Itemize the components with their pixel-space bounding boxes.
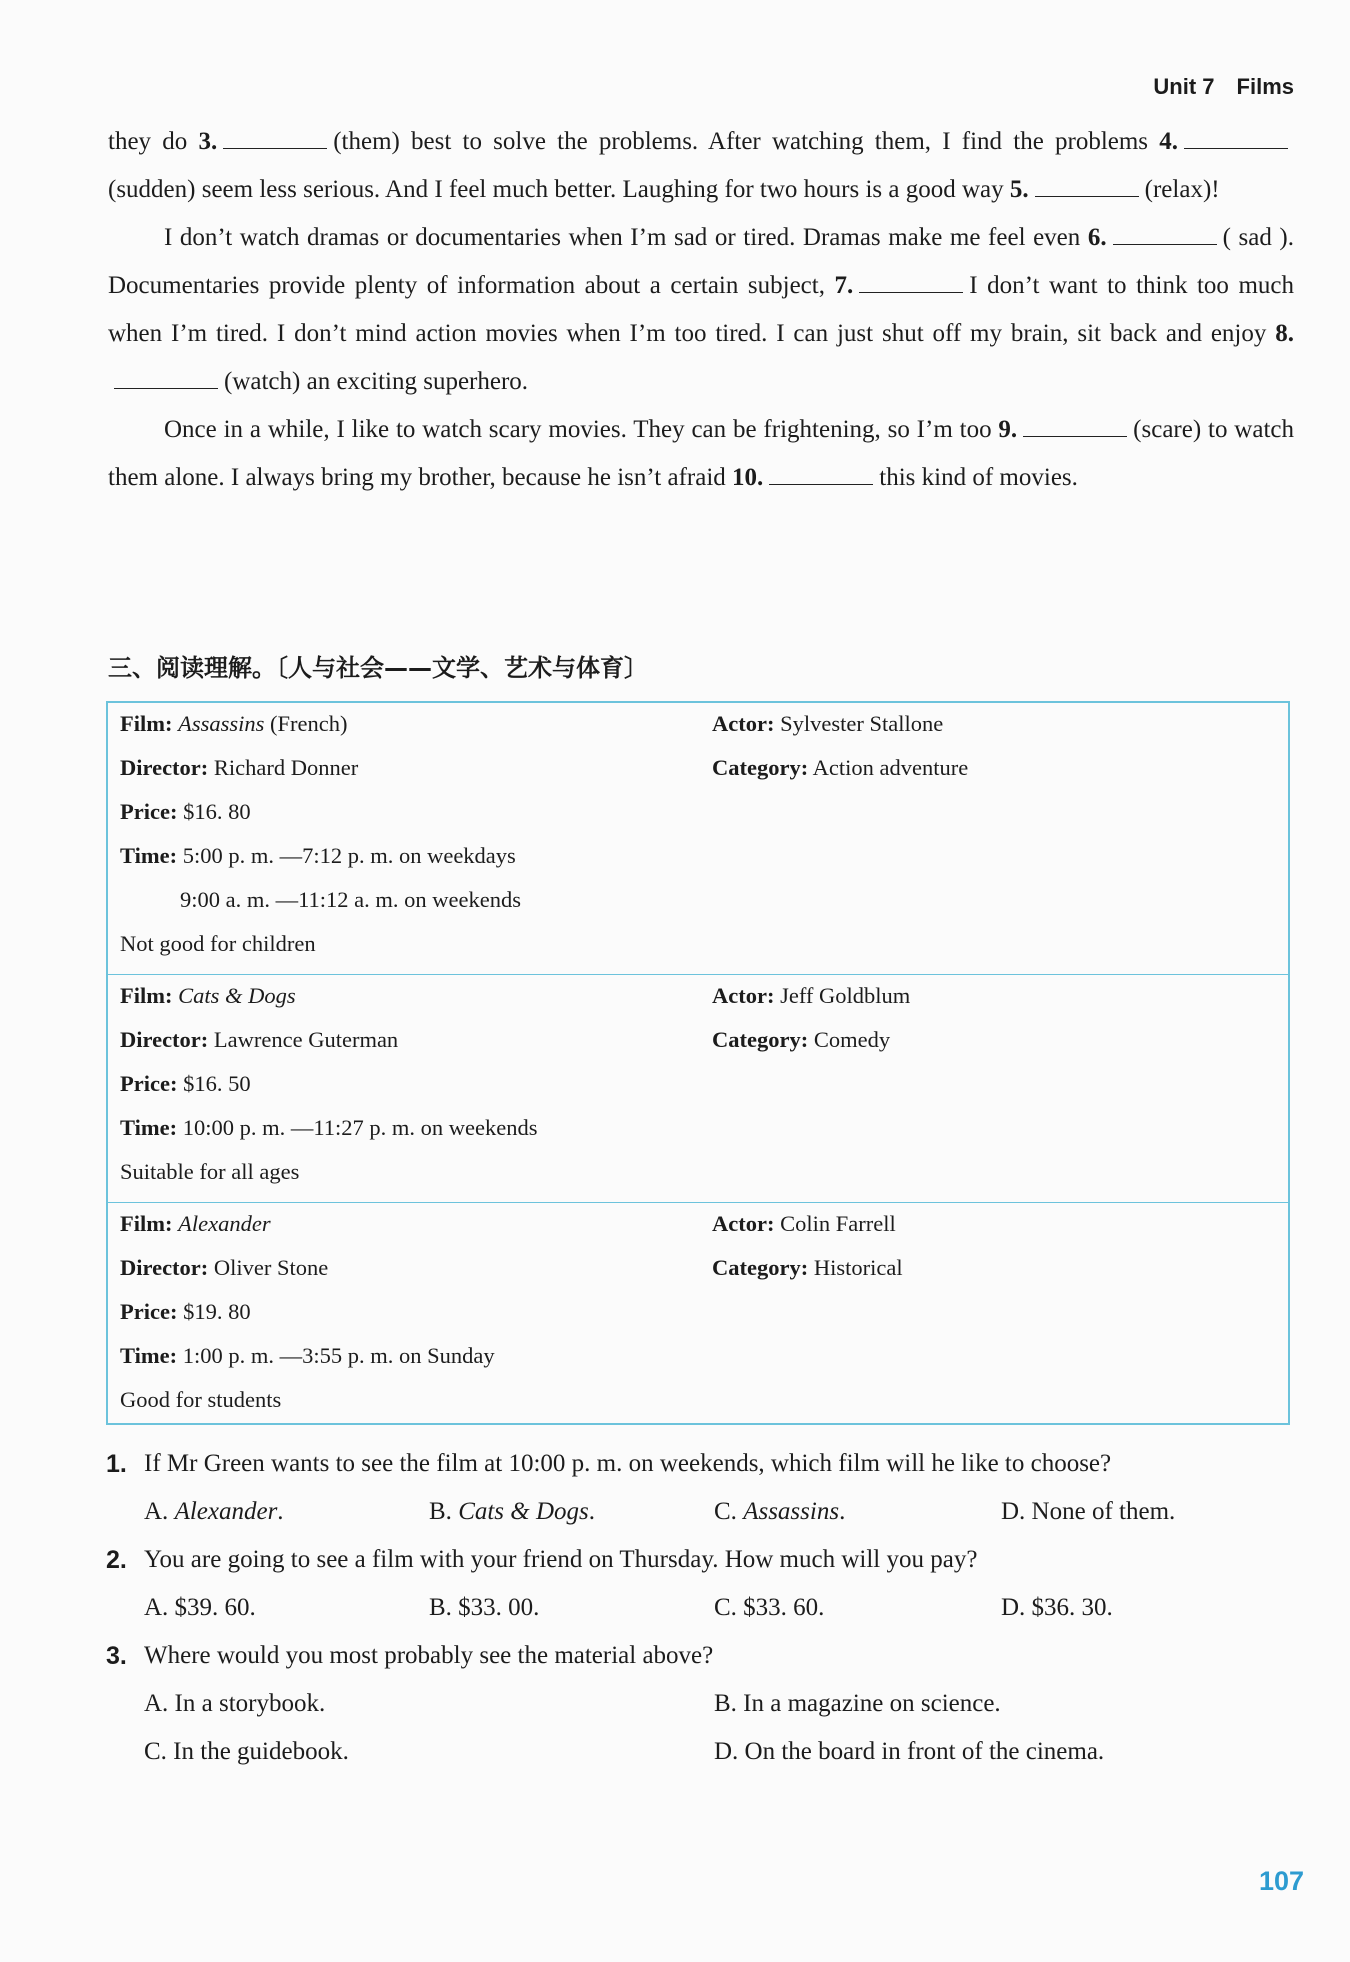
option-c[interactable]: C. $33. 60. — [714, 1594, 825, 1621]
time-row-2 — [180, 887, 521, 913]
answer-blank[interactable] — [1184, 124, 1288, 149]
answer-blank[interactable] — [223, 124, 327, 149]
blank-number: 7. — [834, 272, 854, 299]
director-value: Lawrence Guterman — [213, 1027, 399, 1052]
answer-options — [144, 1488, 1296, 1536]
director-label: Director: — [120, 1027, 209, 1052]
category-value: Historical — [813, 1255, 903, 1280]
category-label: Category: — [712, 1027, 809, 1052]
question-number: 1. — [106, 1450, 127, 1478]
blank-number: 6. — [1087, 224, 1107, 251]
category-value: Comedy — [813, 1027, 891, 1052]
option-a[interactable]: A. In a storybook. — [144, 1690, 326, 1717]
blank-number: 10. — [732, 464, 764, 491]
passage-text: Once in a while, I like to watch scary movies. They can be frightening, so I’m too — [164, 416, 999, 443]
category-label: Category: — [712, 755, 809, 780]
time-row — [120, 1343, 495, 1369]
film-entry — [108, 1203, 1288, 1427]
blank-number: 9. — [998, 416, 1018, 443]
film-info-table — [106, 701, 1290, 1425]
cloze-passage — [108, 118, 1294, 502]
film-label: Film: — [120, 983, 173, 1008]
actor-row — [712, 1211, 896, 1237]
answer-blank[interactable] — [1035, 172, 1139, 197]
price-row — [120, 1299, 251, 1325]
page-number: 107 — [1258, 1866, 1304, 1896]
answer-blank[interactable] — [1023, 412, 1127, 437]
answer-blank[interactable] — [1113, 220, 1217, 245]
actor-value: Sylvester Stallone — [780, 711, 944, 736]
film-note: Good for students — [120, 1387, 282, 1412]
unit-label: Unit 7 — [1153, 74, 1215, 99]
answer-options — [144, 1728, 1296, 1776]
film-title-row — [120, 983, 296, 1009]
option-a[interactable]: A. $39. 60. — [144, 1594, 256, 1621]
answer-options — [144, 1680, 1296, 1728]
option-c[interactable]: C. Assassins. — [714, 1498, 846, 1525]
category-row — [712, 1255, 903, 1281]
passage-text: (relax)! — [1144, 176, 1220, 203]
director-label: Director: — [120, 1255, 209, 1280]
actor-label: Actor: — [712, 1211, 775, 1236]
director-value: Oliver Stone — [213, 1255, 329, 1280]
passage-text: (scare) to watch them alone. I always bring my brother, because he isn’t afraid — [108, 416, 1294, 491]
film-title-row — [120, 711, 347, 737]
actor-value: Jeff Goldblum — [780, 983, 911, 1008]
blank-number: 3. — [198, 128, 218, 155]
question — [106, 1632, 1296, 1776]
passage-text: (them) best to solve the problems. After watching them, I find the problems — [333, 128, 1160, 155]
price-label: Price: — [120, 1071, 178, 1096]
option-a[interactable]: A. Alexander. — [144, 1498, 284, 1525]
answer-blank[interactable] — [114, 364, 218, 389]
answer-blank[interactable] — [769, 460, 873, 485]
category-label: Category: — [712, 1255, 809, 1280]
director-label: Director: — [120, 755, 209, 780]
film-title-note: (French) — [270, 711, 348, 736]
director-row — [120, 755, 358, 781]
price-label: Price: — [120, 1299, 178, 1324]
time-value: 5:00 p. m. —7:12 p. m. on weekdays — [182, 843, 516, 868]
passage-text: ( sad ). Documentaries provide plenty of information about a certain subject, — [108, 224, 1294, 299]
time-label: Time: — [120, 1343, 178, 1368]
time-label: Time: — [120, 843, 178, 868]
actor-row — [712, 711, 943, 737]
price-row — [120, 1071, 251, 1097]
price-value: $16. 80 — [183, 799, 251, 824]
option-d[interactable]: D. None of them. — [1001, 1498, 1176, 1525]
actor-label: Actor: — [712, 983, 775, 1008]
option-d[interactable]: D. On the board in front of the cinema. — [714, 1738, 1105, 1765]
option-c[interactable]: C. In the guidebook. — [144, 1738, 349, 1765]
question-text: Where would you most probably see the material above? — [144, 1642, 714, 1669]
category-row — [712, 1027, 890, 1053]
option-d[interactable]: D. $36. 30. — [1001, 1594, 1113, 1621]
question — [106, 1440, 1296, 1536]
passage-text: (watch) an exciting superhero. — [224, 368, 529, 395]
chapter-title: Films — [1236, 74, 1294, 99]
passage-text: I don’t want to think too much when I’m tired. I don’t mind action movies when I’m too tired. I can just shut off my brain, sit back and enjoy — [108, 272, 1295, 347]
film-label: Film: — [120, 711, 173, 736]
question-text: You are going to see a film with your friend on Thursday. How much will you pay? — [144, 1546, 978, 1573]
actor-label: Actor: — [712, 711, 775, 736]
passage-text: this kind of movies. — [879, 464, 1078, 491]
actor-row — [712, 983, 910, 1009]
blank-number: 5. — [1009, 176, 1029, 203]
film-title: Cats & Dogs — [178, 983, 296, 1008]
film-entry — [108, 703, 1288, 975]
category-value: Action adventure — [812, 755, 969, 780]
film-note: Not good for children — [120, 931, 316, 956]
category-row — [712, 755, 968, 781]
time-row — [120, 1115, 537, 1141]
price-value: $19. 80 — [183, 1299, 251, 1324]
passage-text: they do — [108, 128, 199, 155]
time-value: 1:00 p. m. —3:55 p. m. on Sunday — [182, 1343, 495, 1368]
price-row — [120, 799, 251, 825]
film-title: Assassins — [178, 711, 265, 736]
blank-number: 8. — [1275, 320, 1294, 347]
time-value: 10:00 p. m. —11:27 p. m. on weekends — [182, 1115, 538, 1140]
question-text: If Mr Green wants to see the film at 10:00 p. m. on weekends, which film will he like to choose? — [144, 1450, 1112, 1477]
question — [106, 1536, 1296, 1632]
running-header — [1153, 74, 1294, 100]
director-row — [120, 1255, 328, 1281]
option-b[interactable]: B. Cats & Dogs. — [429, 1498, 596, 1525]
reading-questions — [106, 1440, 1296, 1776]
blank-number: 4. — [1159, 128, 1178, 155]
director-row — [120, 1027, 398, 1053]
passage-text: (sudden) seem less serious. And I feel much better. Laughing for two hours is a good way — [108, 176, 1010, 203]
time-label: Time: — [120, 1115, 178, 1140]
question-number: 2. — [106, 1546, 127, 1574]
film-entry — [108, 975, 1288, 1203]
section-title: 三、阅读理解。〔人与社会——文学、艺术与体育〕 — [108, 654, 648, 682]
answer-blank[interactable] — [859, 268, 963, 293]
price-value: $16. 50 — [183, 1071, 251, 1096]
passage-paragraph — [108, 214, 1294, 406]
option-b[interactable]: B. In a magazine on science. — [714, 1690, 1001, 1717]
answer-options — [144, 1584, 1296, 1632]
actor-value: Colin Farrell — [780, 1211, 896, 1236]
director-value: Richard Donner — [213, 755, 359, 780]
passage-paragraph — [108, 406, 1294, 502]
passage-text: I don’t watch dramas or documentaries when I’m sad or tired. Dramas make me feel even — [164, 224, 1088, 251]
time-row — [120, 843, 516, 869]
film-title: Alexander — [178, 1211, 271, 1236]
film-title-row — [120, 1211, 271, 1237]
film-note: Suitable for all ages — [120, 1159, 300, 1184]
time-value: 9:00 a. m. —11:12 a. m. on weekends — [180, 887, 521, 912]
price-label: Price: — [120, 799, 178, 824]
question-number: 3. — [106, 1642, 127, 1670]
option-b[interactable]: B. $33. 00. — [429, 1594, 540, 1621]
film-label: Film: — [120, 1211, 173, 1236]
passage-paragraph — [108, 118, 1294, 214]
